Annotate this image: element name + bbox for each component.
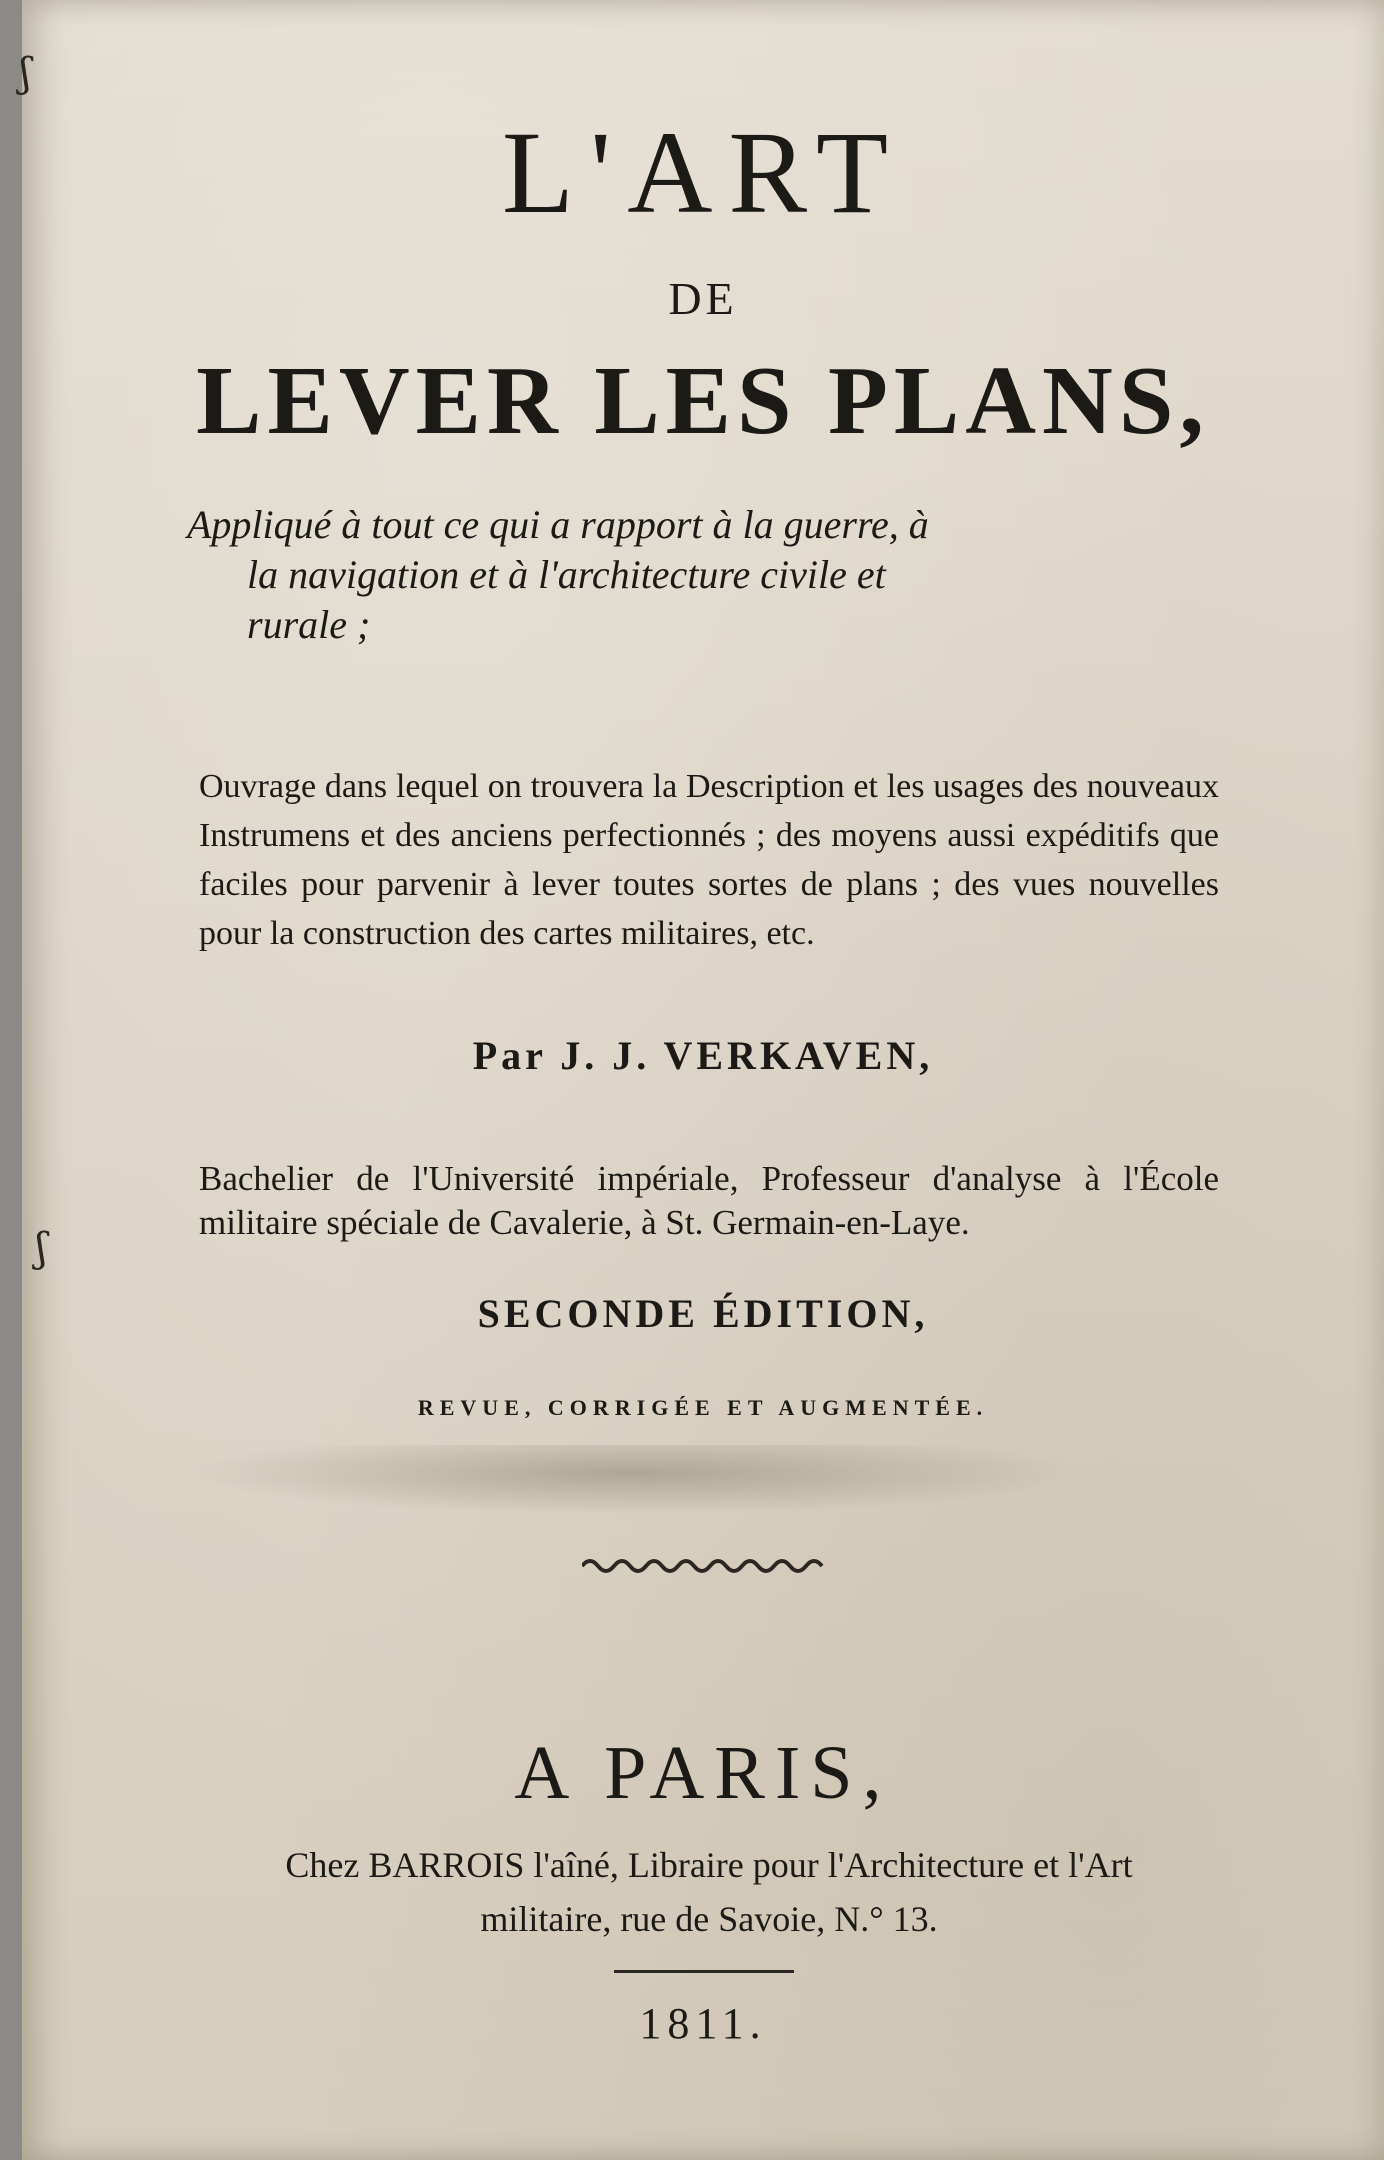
paper-crease (182, 1445, 1082, 1515)
publisher-line-2: militaire, rue de Savoie, N.° 13. (480, 1899, 938, 1939)
margin-mark-middle: ʃ (36, 1225, 47, 1271)
author-bio: Bachelier de l'Université impériale, Professeur d'analyse à l'École militaire spéciale de Cavalerie, à St. Germain-en-Laye. (199, 1159, 1219, 1242)
subtitle-line-2: la navigation et à l'architecture civile et (247, 552, 886, 597)
title-line-1: L'ART (501, 107, 905, 238)
title-line-2: DE (668, 273, 738, 324)
divider-rule (614, 1970, 794, 1973)
description-paragraph: Ouvrage dans lequel on trouvera la Description et les usages des nouveaux Instrumens et des anciens perfectionnés ; des moyens aussi expéditifs que faciles pour parvenir à lever toutes sortes de plans ; des vues nouvelles pour la construction des cartes militaires, etc. (199, 768, 1219, 952)
publisher-line-1: Chez BARROIS l'aîné, Libraire pour l'Architecture et l'Art (285, 1845, 1133, 1885)
edition-label: SECONDE ÉDITION, (477, 1291, 929, 1336)
publication-year: 1811. (639, 1999, 767, 2048)
subtitle-block (187, 500, 1227, 650)
title-line-3: LEVER LES PLANS, (196, 347, 1210, 455)
margin-mark-top: ʃ (20, 50, 31, 96)
author-line: Par J. J. VERKAVEN, (472, 1033, 934, 1078)
publisher-block (199, 1838, 1219, 1946)
edition-note: REVUE, CORRIGÉE ET AUGMENTÉE. (417, 1395, 989, 1420)
wave-ornament (582, 1556, 832, 1576)
subtitle-line-1: Appliqué à tout ce qui a rapport à la guerre, à (187, 502, 929, 547)
subtitle-line-3: rurale ; (247, 602, 371, 647)
imprint-city: A PARIS, (514, 1731, 892, 1815)
title-page (22, 0, 1384, 2160)
